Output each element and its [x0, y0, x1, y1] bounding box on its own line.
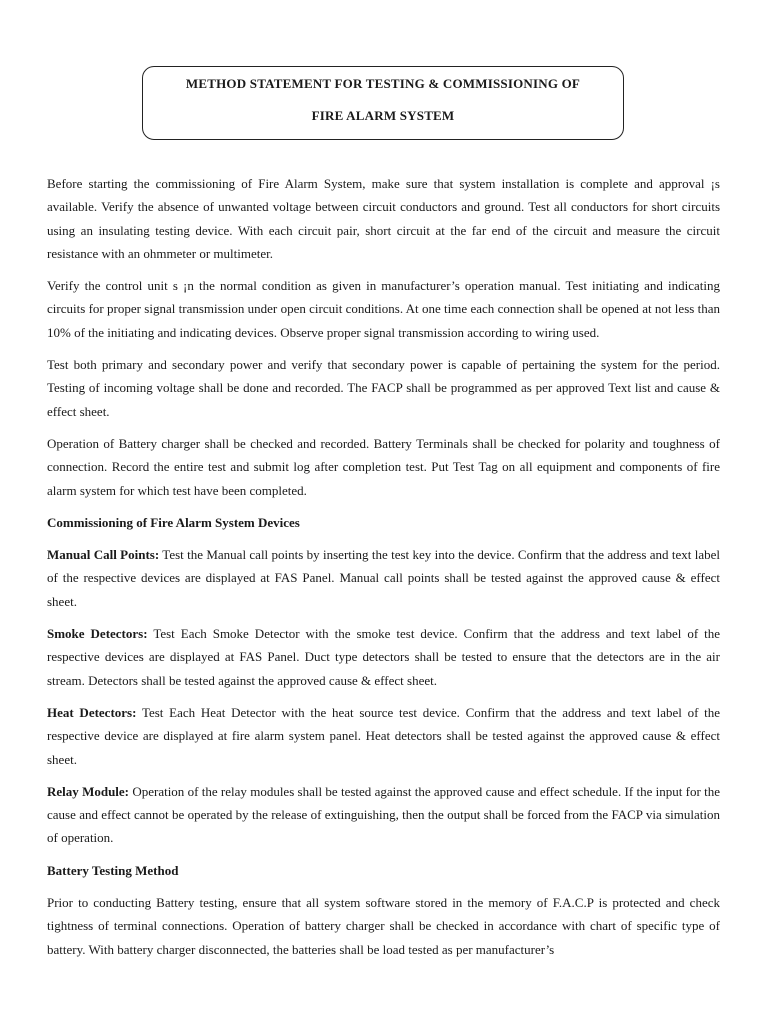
relay-module-paragraph	[47, 780, 720, 850]
heat-detectors-label: Heat Detectors:	[47, 704, 137, 720]
document-body	[47, 172, 720, 970]
title-box	[142, 66, 624, 140]
heat-detectors-paragraph	[47, 701, 720, 771]
document-title-line-2: FIRE ALARM SYSTEM	[311, 108, 455, 123]
intro-paragraph-2: Verify the control unit s ¡n the normal condition as given in manufacturer’s operation manual. Test initiating and indicating circuits for proper signal transmission under open circuit conditions. At one time each connection shall be opened at not less than 10% of the initiating and indicating devices. Observe proper signal transmission according to wiring used.	[47, 278, 720, 340]
intro-paragraph-4: Operation of Battery charger shall be checked and recorded. Battery Terminals shall be checked for polarity and toughness of connection. Record the entire test and submit log after completion test. Put Test Tag on all equipment and components of fire alarm system for which test have been completed.	[47, 435, 720, 498]
commissioning-heading: Commissioning of Fire Alarm System Devices	[47, 514, 300, 530]
smoke-detectors-paragraph	[47, 622, 720, 692]
document-title-line-1: METHOD STATEMENT FOR TESTING & COMMISSIONING OF	[185, 76, 581, 91]
heat-detectors-text: Test Each Heat Detector with the heat source test device. Confirm that the address and text label of the respective device are displayed at fire alarm system panel. Heat detectors shall be tested against the approved cause & effect sheet.	[47, 704, 721, 767]
manual-call-points-text: Test the Manual call points by inserting the test key into the device. Confirm that the address and text label of the respective devices are displayed at FAS Panel. Manual call points shall be tested against the approved cause & effect sheet.	[47, 547, 720, 609]
manual-call-points-paragraph	[47, 543, 720, 613]
manual-call-points-label: Manual Call Points:	[47, 547, 160, 563]
relay-module-text: Operation of the relay modules shall be tested against the approved cause and effect schedule. If the input for the cause and effect cannot be operated by the release of extinguishing, then the output shall be forced from the FACP via simulation of operation.	[47, 783, 721, 846]
relay-module-label: Relay Module:	[47, 783, 130, 799]
smoke-detectors-label: Smoke Detectors:	[47, 626, 148, 642]
intro-paragraph-3: Test both primary and secondary power and verify that secondary power is capable of pertaining the system for the period. Testing of incoming voltage shall be done and recorded. The FACP shall be programmed as per approved Text list and cause & effect sheet.	[47, 357, 720, 419]
battery-testing-heading: Battery Testing Method	[47, 862, 179, 878]
intro-paragraph-1: Before starting the commissioning of Fire Alarm System, make sure that system installation is complete and approval ¡s available. Verify the absence of unwanted voltage between circuit conductors and ground. Test all conductors for short circuits using an insulating testing device. With each circuit pair, short circuit at the far end of the circuit and measure the circuit resistance with an ohmmeter or multimeter.	[47, 176, 720, 261]
smoke-detectors-text: Test Each Smoke Detector with the smoke test device. Confirm that the address and text label of the respective devices are displayed at FAS Panel. Duct type detectors shall be tested to ensure that the detectors are in the air stream. Detectors shall be tested against the approved cause & effect sheet.	[47, 626, 721, 688]
battery-testing-paragraph: Prior to conducting Battery testing, ensure that all system software stored in the memory of F.A.C.P is protected and check tightness of terminal connections. Operation of battery charger shall be checked in accordance with chart of specific type of battery. With battery charger disconnected, the batteries shall be load tested as per manufacturer’s	[47, 895, 720, 957]
